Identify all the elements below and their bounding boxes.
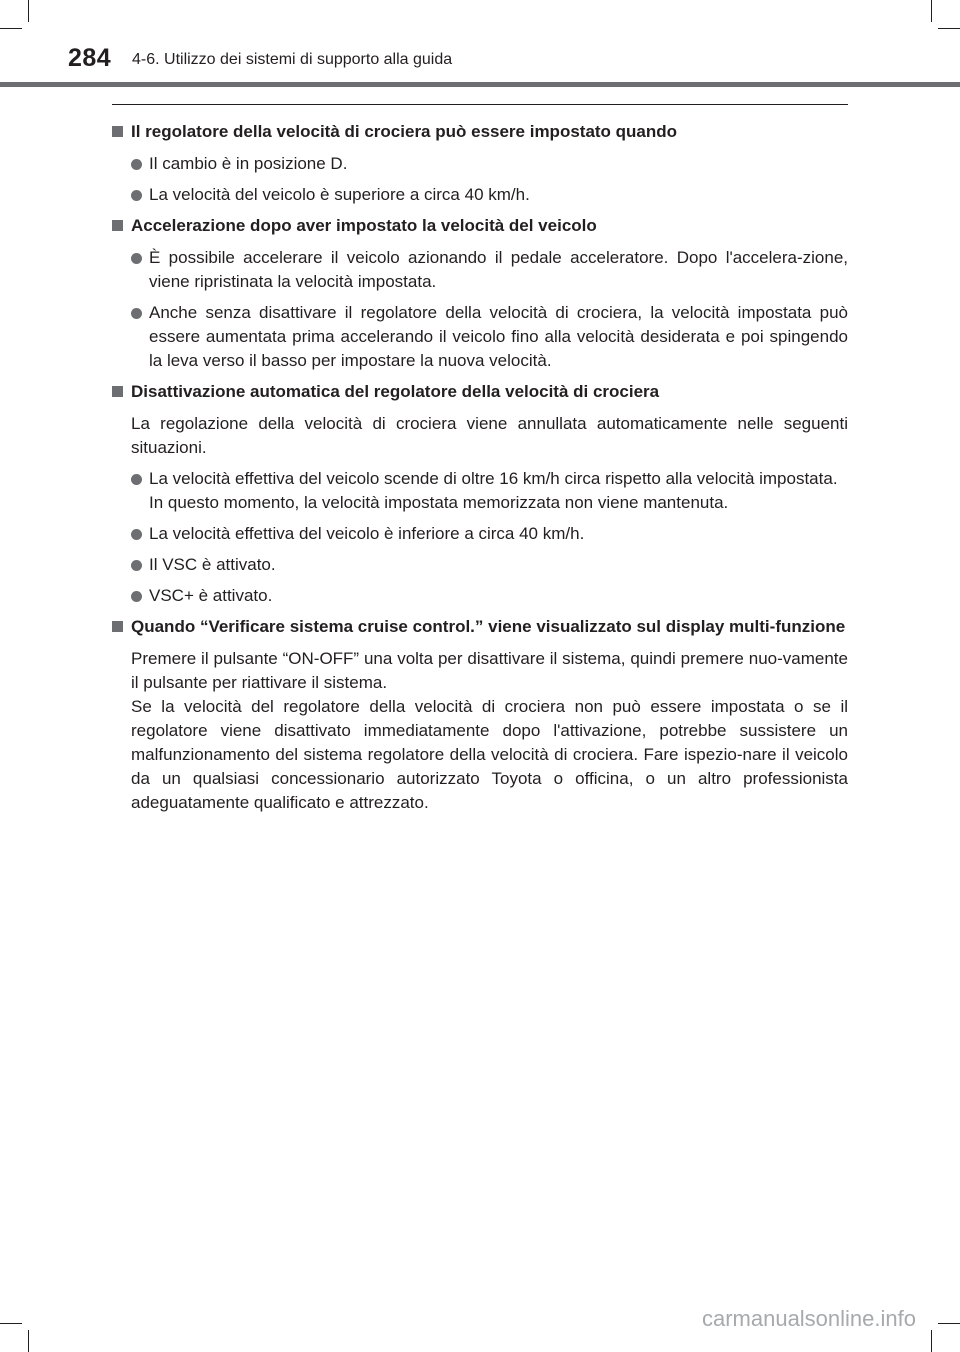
circle-bullet-icon xyxy=(131,560,142,571)
circle-bullet-icon xyxy=(131,159,142,170)
circle-bullet-icon xyxy=(131,190,142,201)
circle-bullet-icon xyxy=(131,529,142,540)
list-item: La velocità del veicolo è superiore a circa 40 km/h. xyxy=(112,183,848,207)
page-number: 284 xyxy=(68,44,112,72)
watermark: carmanualsonline.info xyxy=(701,1306,916,1331)
section-divider xyxy=(112,104,848,105)
header-bar xyxy=(0,82,960,87)
circle-bullet-icon xyxy=(131,308,142,319)
section-heading: Quando “Verificare sistema cruise control.” viene visualizzato sul display multi-funzione xyxy=(112,615,848,639)
crop-mark xyxy=(28,1330,29,1352)
section-heading: Disattivazione automatica del regolatore della velocità di crociera xyxy=(112,380,848,404)
square-bullet-icon xyxy=(112,621,123,632)
circle-bullet-icon xyxy=(131,591,142,602)
list-item: VSC+ è attivato. xyxy=(112,584,848,608)
circle-bullet-icon xyxy=(131,474,142,485)
square-bullet-icon xyxy=(112,126,123,137)
square-bullet-icon xyxy=(112,220,123,231)
crop-mark xyxy=(938,1323,960,1324)
list-item: Il VSC è attivato. xyxy=(112,553,848,577)
page-header xyxy=(0,0,960,90)
paragraph: Premere il pulsante “ON-OFF” una volta per disattivare il sistema, quindi premere nuo-vamente il pulsante per riattivare il sistema. Se la velocità del regolatore della velocità di crociera non può essere impostata o se il regolatore viene disattivato immediatamente dopo l'attivazione, potrebbe sussistere un malfunzionamento del sistema regolatore della velocità di crociera. Fare ispezio-nare il veicolo da un qualsiasi concessionario autorizzato Toyota o officina, o un altro professionista adeguatamente qualificato e attrezzato. xyxy=(131,649,848,812)
list-item: È possibile accelerare il veicolo azionando il pedale acceleratore. Dopo l'accelera-zione, viene ripristinata la velocità impostata. xyxy=(112,246,848,294)
main-content xyxy=(112,114,848,822)
section-heading: Il regolatore della velocità di crociera può essere impostato quando xyxy=(112,120,848,144)
crop-mark xyxy=(0,1323,22,1324)
crop-mark xyxy=(931,1330,932,1352)
list-item: Il cambio è in posizione D. xyxy=(112,152,848,176)
chapter-title: 4-6. Utilizzo dei sistemi di supporto alla guida xyxy=(132,51,453,68)
list-item: La velocità effettiva del veicolo scende di oltre 16 km/h circa rispetto alla velocità impostata. In questo momento, la velocità impostata memorizzata non viene mantenuta. xyxy=(112,467,848,515)
list-item: La velocità effettiva del veicolo è inferiore a circa 40 km/h. xyxy=(112,522,848,546)
list-item: Anche senza disattivare il regolatore della velocità di crociera, la velocità impostata può essere aumentata prima accelerando il veicolo fino alla velocità desiderata e poi spingendo la leva verso il basso per impostare la nuova velocità. xyxy=(112,301,848,373)
circle-bullet-icon xyxy=(131,253,142,264)
paragraph: La regolazione della velocità di crociera viene annullata automaticamente nelle seguenti situazioni. xyxy=(131,414,848,457)
section-heading: Accelerazione dopo aver impostato la velocità del veicolo xyxy=(112,214,848,238)
square-bullet-icon xyxy=(112,386,123,397)
